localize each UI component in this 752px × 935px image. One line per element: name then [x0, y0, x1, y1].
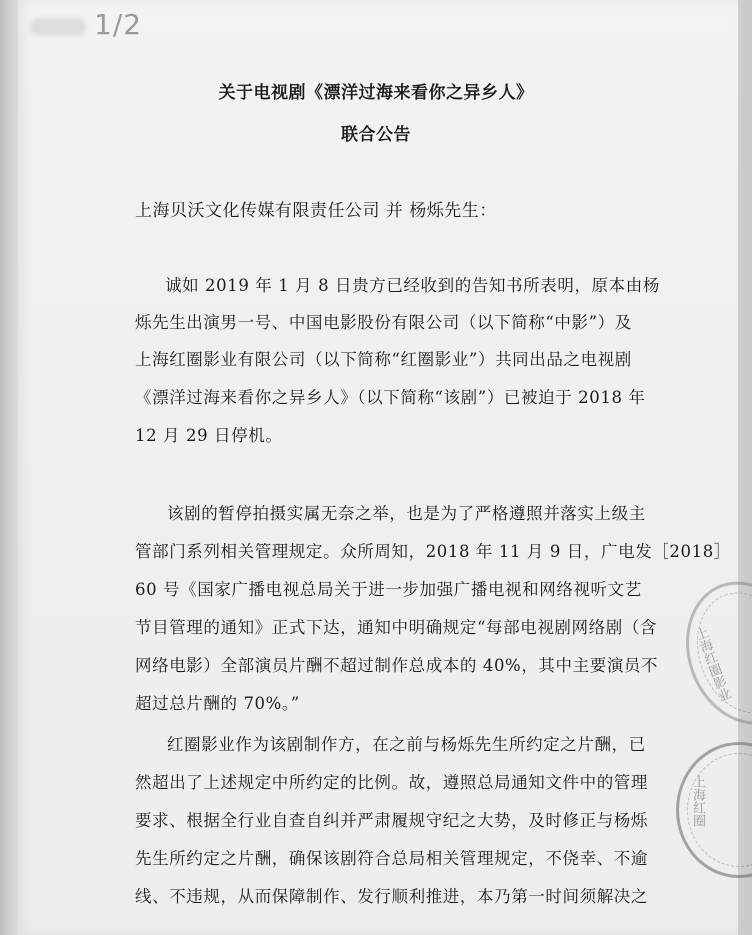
paragraph-2-line-4: 节目管理的通知》正式下达，通知中明确规定“每部电视剧网络剧（含 — [135, 618, 658, 637]
document-subtitle: 联合公告 — [341, 125, 411, 145]
paragraph-3-line-4: 先生所约定之片酬，确保该剧符合总局相关管理规定，不侥幸、不逾 — [135, 849, 648, 868]
document-title: 关于电视剧《漂洋过海来看你之异乡人》 — [218, 83, 534, 103]
page-indicator: 1/2 — [94, 8, 143, 41]
paragraph-3-line-2: 然超出了上述规定中所约定的比例。故，遵照总局通知文件中的管理 — [135, 773, 648, 792]
paragraph-2-line-5: 网络电影）全部演员片酬不超过制作总成本的 40%，其中主要演员不 — [135, 656, 659, 675]
paragraph-2-line-6: 超过总片酬的 70%。” — [135, 694, 300, 713]
paragraph-1-line-5: 12 月 29 日停机。 — [135, 426, 283, 445]
paragraph-2-line-1: 该剧的暂停拍摄实属无奈之举，也是为了严格遵照并落实上级主 — [167, 504, 646, 523]
paragraph-3-line-5: 线、不违规，从而保障制作、发行顺利推进，本乃第一时间须解决之 — [135, 887, 648, 906]
seal-text-2: 上海红圈 — [690, 775, 705, 827]
seal-text: 上海红圈影业 — [690, 625, 732, 704]
paragraph-1-line-1: 诚如 2019 年 1 月 8 日贵方已经收到的告知书所表明，原本由杨 — [165, 276, 660, 295]
paragraph-3-line-1: 红圈影业作为该剧制作方，在之前与杨烁先生所约定之片酬，已 — [167, 735, 646, 754]
recipient-line: 上海贝沃文化传媒有限责任公司 并 杨烁先生： — [135, 201, 497, 221]
blurred-status-mark — [30, 18, 86, 36]
paragraph-1-line-2: 烁先生出演男一号、中国电影股份有限公司（以下简称“中影”）及 — [135, 313, 632, 332]
paragraph-1-line-3: 上海红圈影业有限公司（以下简称“红圈影业”）共同出品之电视剧 — [135, 350, 632, 369]
paragraph-2-line-3: 60 号《国家广播电视总局关于进一步加强广播电视和网络视听文艺 — [135, 580, 642, 599]
paragraph-3-line-3: 要求、根据全行业自查自纠并严肃履规守纪之大势，及时修正与杨烁 — [135, 811, 648, 830]
paragraph-1-line-4: 《漂洋过海来看你之异乡人》（以下简称“该剧”）已被迫于 2018 年 — [135, 388, 646, 407]
paragraph-2-line-2: 管部门系列相关管理规定。众所周知，2018 年 11 月 9 日，广电发［2018］ — [135, 542, 731, 561]
